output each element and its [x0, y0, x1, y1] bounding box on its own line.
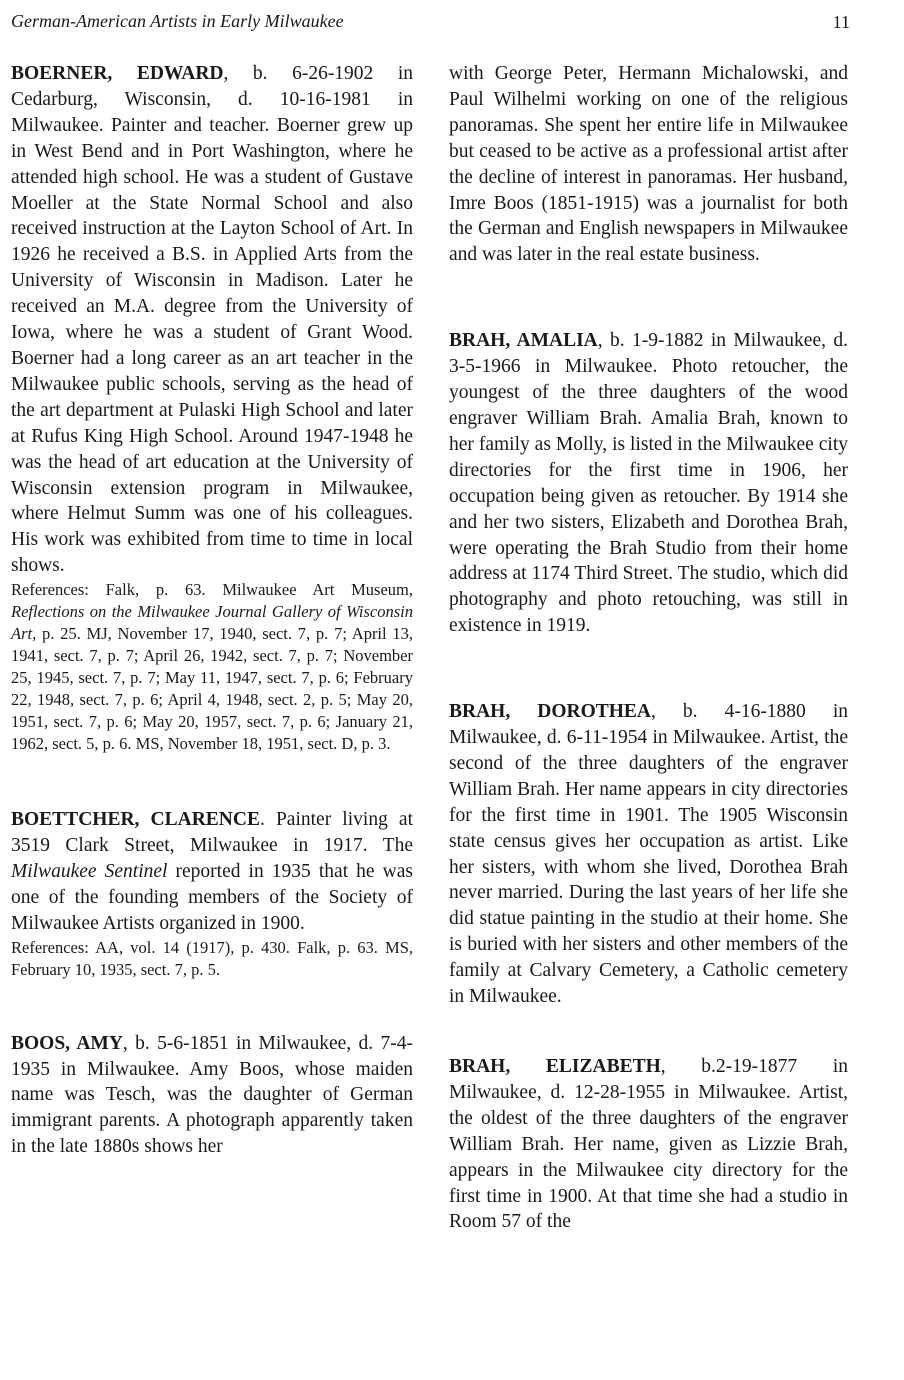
entry-brah-elizabeth — [449, 1054, 848, 1235]
entry-references: References: AA, vol. 14 (1917), p. 430. Falk, p. 63. MS, February 10, 1935, sect. 7, p. 5. — [11, 937, 413, 979]
references-title: Reflections on the Milwaukee Journal Gallery of Wisconsin Art — [11, 602, 413, 644]
references-text: References: Falk, p. 63. Milwaukee Art Museum, — [11, 580, 413, 600]
entry-name: BOETTCHER, CLARENCE — [11, 809, 260, 831]
entry-references — [11, 579, 413, 755]
entry-body — [11, 61, 413, 579]
entry-body — [11, 1031, 413, 1161]
left-column — [11, 61, 413, 1160]
entry-name: BRAH, DOROTHEA — [449, 701, 652, 723]
entry-name: BRAH, AMALIA — [449, 330, 598, 352]
entry-body — [449, 699, 848, 1010]
entry-text: , b. 5-6-1851 in Milwaukee, d. 7-4-1935 in Milwaukee. Amy Boos, whose maiden name was Tesch, was the daughter of German immigrant parents. A photograph apparently taken in the late 1880s shows her — [11, 1032, 413, 1158]
entry-text: , b. 6-26-1902 in Cedarburg, Wisconsin, d. 10-16-1981 in Milwaukee. Painter and teacher. Boerner grew up in West Bend and in Port Washington, where he attended high school. He was a student of Gustave Moeller at the State Normal School and also received instruction at the Layton School of Art. In 1926 he received a B.S. in Applied Arts from the University of Wisconsin in Madison. Later he received an M.A. degree from the University of Iowa, where he was a student of Grant Wood. Boerner had a long career as an art teacher in the Milwaukee public schools, serving as the head of the art department at Pulaski High School and later at Rufus King High School. Around 1947-1948 he was the head of art education at the University of Wisconsin extension program in Milwaukee, where Helmut Summ was one of his colleagues. His work was exhibited from time to time in local shows. — [11, 63, 414, 577]
right-column — [449, 61, 848, 1235]
entry-text: reported in 1935 that he was one of the founding members of the Society of Milwaukee Artists organized in 1900. — [11, 860, 413, 934]
entry-text-title: Milwaukee Sentinel — [11, 860, 168, 882]
entry-text: , b.2-19-1877 in Milwaukee, d. 12-28-1955 in Milwaukee. Artist, the oldest of the three daughters of the engraver William Brah. Her name, given as Lizzie Brah, appears in the Milwaukee city directory for the first time in 1900. At that time she had a studio in Room 57 of the — [449, 1056, 849, 1233]
running-title: German-American Artists in Early Milwaukee — [11, 11, 344, 31]
references-text: , p. 25. MJ, November 17, 1940, sect. 7, p. 7; April 13, 1941, sect. 7, p. 7; April 26, 1942, sect. 7, p. 7; November 25, 1945, sect. 7, p. 7; May 11, 1947, sect. 7, p. 6; February 22, 1948, sect. 7, p. 6; April 4, 1948, sect. 2, p. 5; May 20, 1951, sect. 7, p. 6; May 20, 1957, sect. 7, p. 6; January 21, 1962, sect. 5, p. 6. MS, November 18, 1951, sect. D, p. 3. — [11, 624, 413, 754]
entry-name: BOERNER, EDWARD — [11, 63, 224, 84]
entry-text: . Painter living at 3519 Clark Street, Milwaukee in 1917. The — [11, 809, 414, 857]
entry-text: , b. 1-9-1882 in Milwaukee, d. 3-5-1966 in Milwaukee. Photo retoucher, the youngest of the three daughters of the wood engraver William Brah. Amalia Brah, known to her family as Molly, is listed in the Milwaukee city directories for the first time in 1906, her occupation being given as retoucher. By 1914 she and her two sisters, Elizabeth and Dorothea Brah, were operating the Brah Studio from their home address at 1174 Third Street. The studio, which did photography and photo retouching, was still in existence in 1919. — [449, 330, 848, 637]
running-head — [11, 11, 851, 35]
entry-name: BOOS, AMY — [11, 1032, 123, 1054]
entry-body — [11, 807, 413, 937]
entry-boettcher-clarence — [11, 807, 413, 981]
page-number: 11 — [832, 12, 850, 32]
entry-boos-amy-continued — [449, 61, 848, 268]
entry-name: BRAH, ELIZABETH — [449, 1056, 661, 1077]
entry-continuation: with George Peter, Hermann Michalowski, and Paul Wilhelmi working on one of the religious panoramas. She spent her entire life in Milwaukee but ceased to be active as a professional artist after the decline of interest in panoramas. Her husband, Imre Boos (1851-1915) was a journalist for both the German and English newspapers in Milwaukee and was later in the real estate business. — [449, 63, 848, 266]
entry-boos-amy — [11, 1031, 413, 1161]
entry-text: , b. 4-16-1880 in Milwaukee, d. 6-11-1954 in Milwaukee. Artist, the second of the three daughters of the engraver William Brah. Her name appears in city directories for the first time in 1901. The 1905 Wisconsin state census gives her occupation as artist. Like her sisters, with whom she lived, Dorothea Brah never married. During the last years of her life she did statue painting in the studio at their home. She is buried with her sisters and other members of the family at Calvary Cemetery, a Catholic cemetery in Milwaukee. — [449, 701, 849, 1008]
entry-brah-dorothea — [449, 699, 848, 1010]
entry-body — [449, 328, 848, 639]
entry-boerner-edward — [11, 61, 413, 755]
entry-body — [449, 1054, 848, 1235]
entry-brah-amalia — [449, 328, 848, 639]
